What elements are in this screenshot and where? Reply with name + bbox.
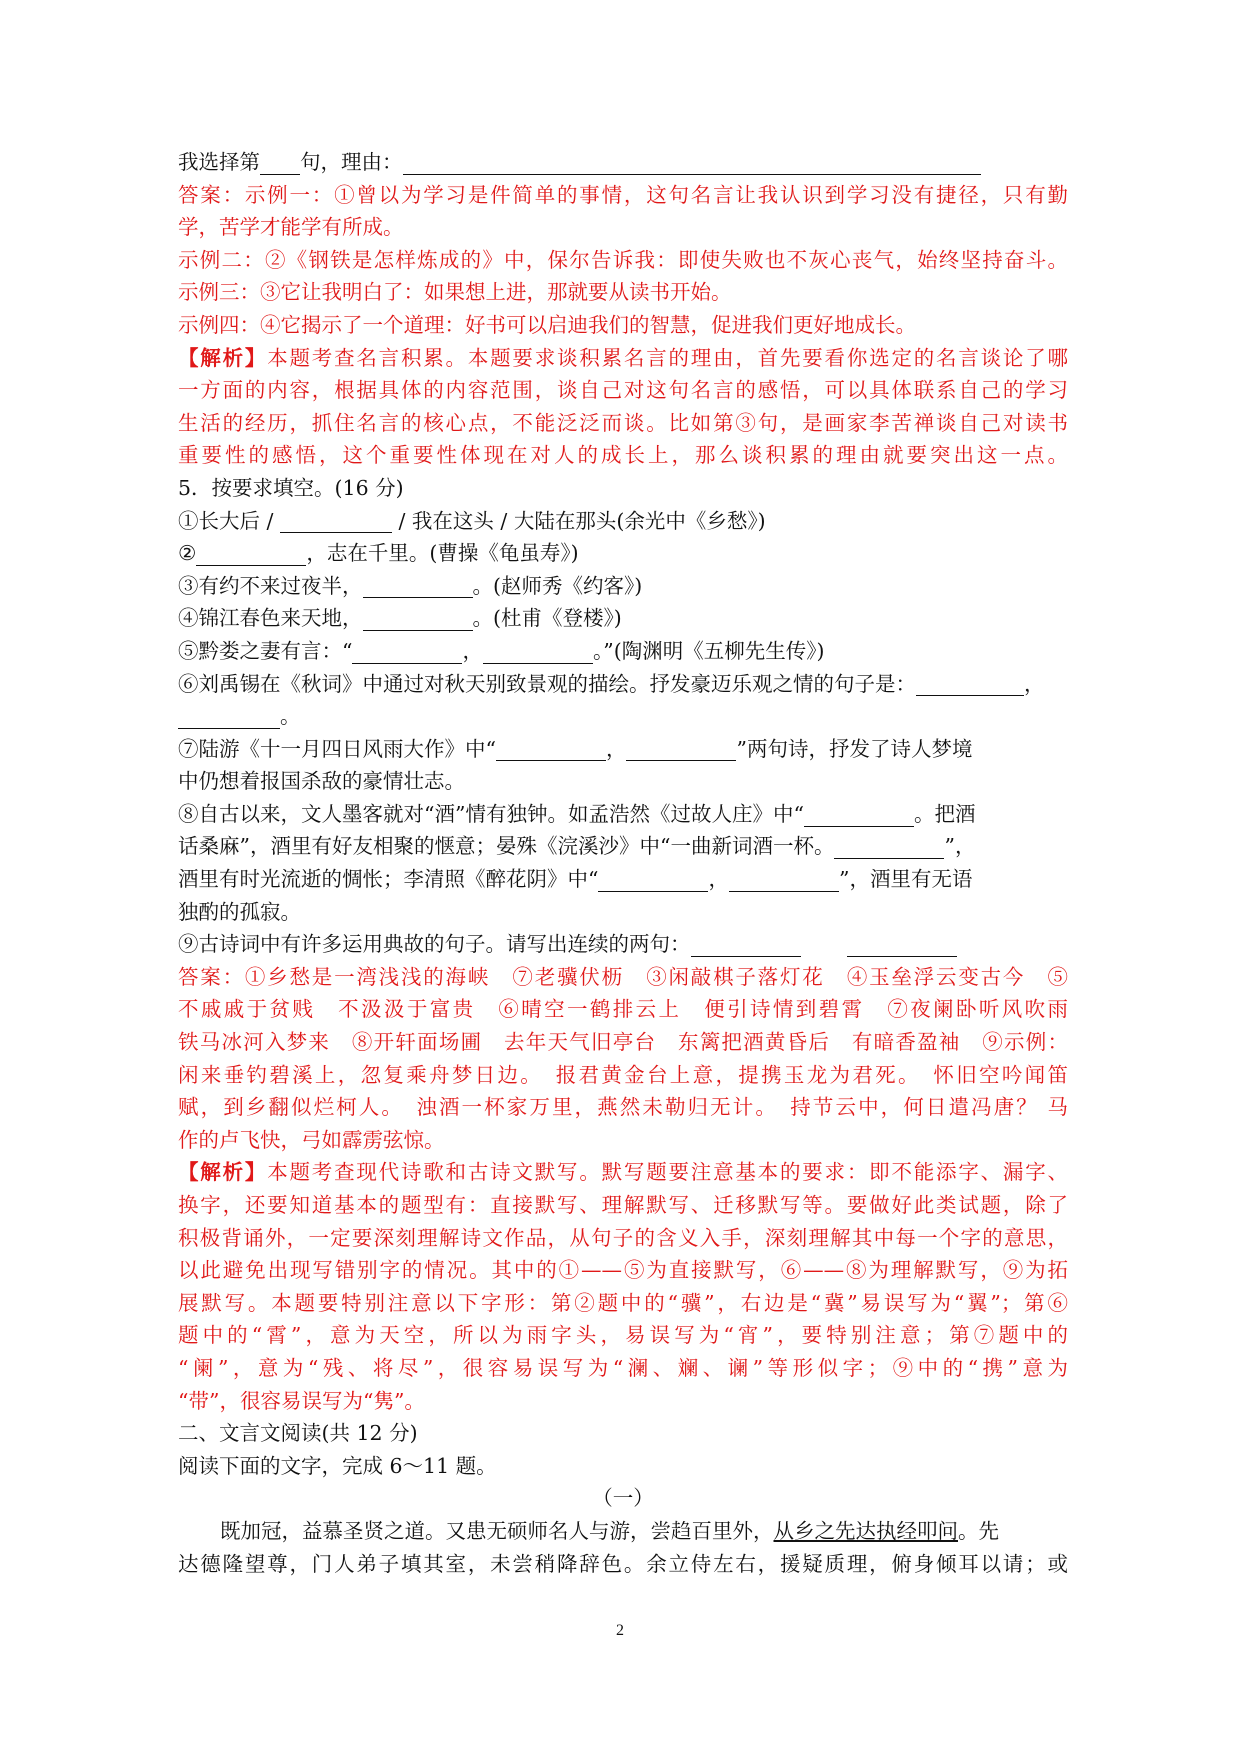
fill-item-4: ④锦江春色来天地， 。(杜甫《登楼》) — [178, 606, 622, 631]
answer-line: 示例二：②《钢铁是怎样炼成的》中，保尔告诉我：即使失败也不灰心丧气，始终坚持奋斗。 — [178, 247, 1068, 272]
section-title: 二、文言文阅读(共 12 分) — [178, 1421, 418, 1446]
answer-4 — [178, 179, 1068, 342]
analysis-line: 生活的经历，抓住名言的核心点，不能泛泛而谈。比如第③句，是画家李苦禅谈自己对读书 — [178, 410, 1068, 435]
fill-item-9: ⑨古诗词中有许多运用典故的句子。请写出连续的两句： — [178, 928, 1068, 961]
analysis-line: 积极背诵外，一定要深刻理解诗文作品，从句子的含义入手，深刻理解其中每一个字的意思， — [178, 1225, 1068, 1250]
answer-line: 闲来垂钓碧溪上，忽复乘舟梦日边。 报君黄金台上意，提携玉龙为君死。 怀旧空吟闻笛 — [178, 1062, 1068, 1087]
fill-blank[interactable] — [729, 869, 839, 892]
section-instruction: 阅读下面的文字，完成 6～11 题。 — [178, 1453, 497, 1478]
analysis-line: 重要性的感悟，这个重要性体现在对人的成长上，那么谈积累的理由就要突出这一点。 — [178, 443, 1068, 468]
fill-blank[interactable] — [352, 641, 462, 664]
analysis-line: 题中的“霄”，意为天空，所以为雨字头，易误写为“宵”，要特别注意；第⑦题中的 — [178, 1323, 1068, 1348]
fill-item-3: ③有约不来过夜半， 。(赵师秀《约客》) — [178, 573, 643, 598]
passage-line: 达德隆望尊，门人弟子填其室，未尝稍降辞色。余立侍左右，援疑质理，俯身倾耳以请；或 — [178, 1551, 1068, 1576]
analysis-tag: 【解析】 — [178, 345, 268, 370]
fill-blank[interactable] — [280, 511, 392, 534]
answer-line: 作的卢飞快，弓如霹雳弦惊。 — [178, 1127, 445, 1152]
fill-blank[interactable] — [363, 576, 473, 599]
fill-item-2: ② ，志在千里。(曹操《龟虽寿》) — [178, 541, 579, 566]
fill-item-6-cont: 。 — [178, 700, 1068, 733]
answer-line: 学，苦学才能学有所成。 — [178, 215, 404, 240]
fill-blank[interactable] — [847, 934, 957, 957]
analysis-line: “带”，很容易误写为“隽”。 — [178, 1388, 425, 1413]
answer-line: 不戚戚于贫贱 不汲汲于富贵 ⑥晴空一鹤排云上 便引诗情到碧霄 ⑦夜阑卧听风吹雨 — [178, 997, 1068, 1022]
fill-item-7: ⑦陆游《十一月四日风雨大作》中“ ， ”两句诗，抒发了诗人梦境 — [178, 736, 973, 761]
fill-blank[interactable] — [363, 609, 473, 632]
part-heading: （一） — [592, 1486, 654, 1511]
fill-blank[interactable] — [196, 543, 306, 566]
question-5 — [178, 472, 1068, 961]
passage-line: 既加冠，益慕圣贤之道。又患无硕师名人与游，尝趋百里外，从乡之先达执经叩问。先 — [220, 1518, 999, 1543]
fill-item-8-cont: 话桑麻”，酒里有好友相聚的惬意；晏殊《浣溪沙》中“一曲新词酒一杯。 ”， — [178, 834, 976, 859]
answer-line: 赋，到乡翻似烂柯人。 浊酒一杯家万里，燕然未勒归无计。 持节云中，何日遣冯唐？ 马 — [178, 1095, 1068, 1120]
fill-item-8-cont: 酒里有时光流逝的惆怅；李清照《醉花阴》中“ ， ”，酒里有无语 — [178, 867, 973, 892]
answer-line: 铁马冰河入梦来 ⑧开轩面场圃 去年天气旧亭台 东篱把酒黄昏后 有暗香盈袖 ⑨示例： — [178, 1030, 1068, 1055]
analysis-line: 一方面的内容，根据具体的内容范围，谈自己对这句名言的感悟，可以具体联系自己的学习 — [178, 378, 1068, 403]
blank-sentence-number[interactable] — [260, 152, 300, 175]
fill-blank[interactable] — [626, 739, 736, 762]
fill-item-8: ⑧自古以来，文人墨客就对“酒”情有独钟。如孟浩然《过故人庄》中“ 。把酒 — [178, 801, 976, 826]
analysis-line: 【解析】本题考查现代诗歌和古诗文默写。默写题要注意基本的要求：即不能添字、漏字、 — [178, 1160, 1068, 1185]
question-title: 5．按要求填空。(16 分) — [178, 475, 404, 500]
fill-blank[interactable] — [916, 674, 1024, 697]
analysis-line: “阑”，意为“残、将尽”，很容易误写为“澜、斓、谰”等形似字；⑨中的“携”意为 — [178, 1355, 1068, 1380]
analysis-line: 【解析】本题考查名言积累。本题要求谈积累名言的理由，首先要看你选定的名言谈论了哪 — [178, 345, 1068, 370]
fill-blank[interactable] — [483, 641, 593, 664]
answer-5 — [178, 961, 1068, 1157]
fill-item-7-cont: 中仍想着报国杀敌的豪情壮志。 — [178, 769, 465, 794]
blank-reason[interactable] — [403, 152, 981, 175]
document-page — [178, 146, 1068, 1580]
answer-line: 示例三：③它让我明白了：如果想上进，那就要从读书开始。 — [178, 280, 732, 305]
fill-blank[interactable] — [834, 837, 944, 860]
answer-line: 示例四：④它揭示了一个道理：好书可以启迪我们的智慧，促进我们更好地成长。 — [178, 312, 916, 337]
fill-blank[interactable] — [178, 706, 280, 729]
analysis-line: 以此避免出现写错别字的情况。其中的①——⑤为直接默写，⑥——⑧为理解默写，⑨为拓 — [178, 1258, 1068, 1283]
answer-line: 答案：示例一：①曾以为学习是件简单的事情，这句名言让我认识到学习没有捷径，只有勤 — [178, 182, 1068, 207]
fill-blank[interactable] — [598, 869, 708, 892]
page-number: 2 — [616, 1622, 624, 1639]
answer-line: 答案：①乡愁是一湾浅浅的海峡 ⑦老骥伏枥 ③闲敲棋子落灯花 ④玉垒浮云变古今 ⑤ — [178, 964, 1068, 989]
analysis-5 — [178, 1156, 1068, 1417]
analysis-line: 展默写。本题要特别注意以下字形：第②题中的“骥”，右边是“冀”易误写为“翼”；第⑥ — [178, 1290, 1068, 1315]
choose-line: 我选择第 句，理由： — [178, 146, 1068, 179]
fill-blank[interactable] — [804, 804, 914, 827]
fill-blank[interactable] — [691, 934, 801, 957]
section-2 — [178, 1417, 1068, 1580]
fill-item-6: ⑥刘禹锡在《秋词》中通过对秋天别致景观的描绘。抒发豪迈乐观之情的句子是： ， — [178, 671, 1045, 696]
fill-blank[interactable] — [496, 739, 606, 762]
analysis-tag: 【解析】 — [178, 1160, 268, 1185]
analysis-line: 换字，还要知道基本的题型有：直接默写、理解默写、迁移默写等。要做好此类试题，除了 — [178, 1193, 1068, 1217]
underlined-phrase: 从乡之先达执经叩问 — [773, 1518, 958, 1543]
fill-item-8-cont: 独酌的孤寂。 — [178, 899, 301, 924]
fill-item-1: ①长大后 / / 我在这头 / 大陆在那头(余光中《乡愁》) — [178, 508, 766, 533]
fill-item-5: ⑤黔娄之妻有言：“ ， 。”(陶渊明《五柳先生传》) — [178, 638, 825, 663]
analysis-4 — [178, 342, 1068, 472]
